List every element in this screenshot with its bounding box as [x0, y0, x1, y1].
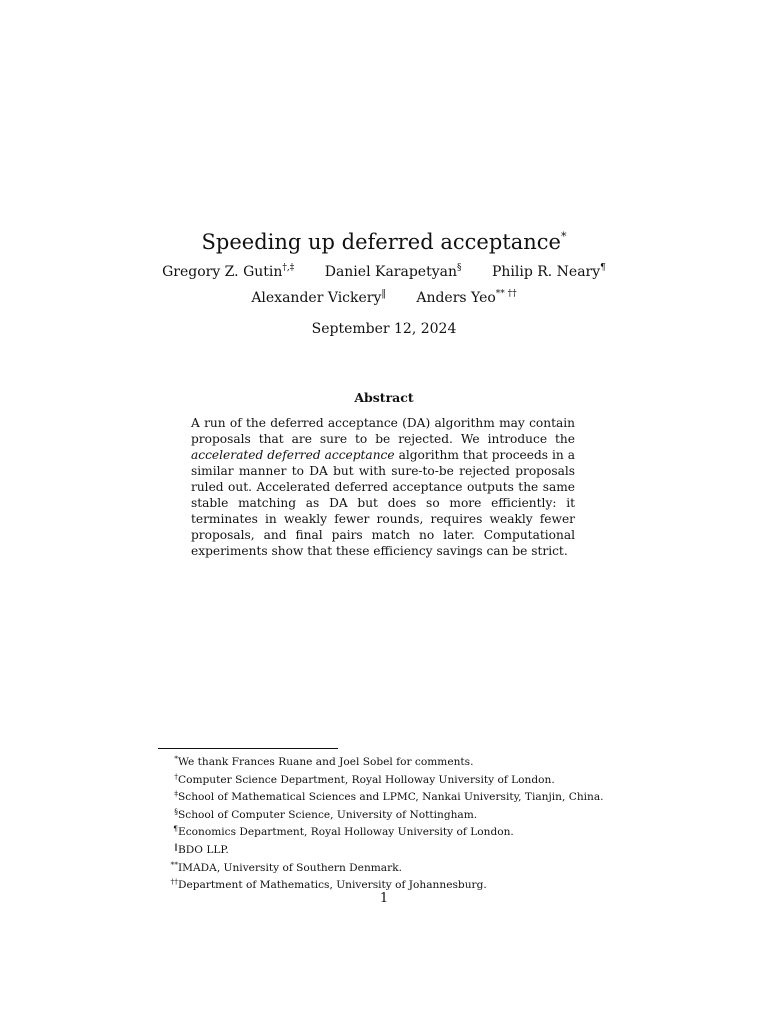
paper-date: September 12, 2024 [311, 321, 457, 337]
footnote-text: Economics Department, Royal Holloway University of London. [178, 826, 514, 839]
footnote-mark: † [174, 771, 178, 781]
footnote-mark: § [174, 806, 178, 816]
author [492, 263, 606, 280]
abstract-body [191, 415, 575, 559]
authors-row-1 [0, 263, 768, 280]
author [416, 289, 516, 306]
footnote [150, 787, 630, 805]
abstract-heading: Abstract [354, 390, 414, 405]
author-name: Anders Yeo [416, 290, 496, 306]
footnote-mark: †† [170, 877, 178, 887]
author-name: Gregory Z. Gutin [162, 264, 283, 280]
abstract-text-part-2: algorithm that proceeds in a similar manner to DA but with sure-to-be rejected proposals ruled out. Accelerated deferred acceptance outputs the same stable matching as DA but does so more efficiently: it terminates in weakly fewer rounds, requires weakly fewer proposals, and final pairs match no later. Computational experiments show that these efficiency savings can be strict. [191, 448, 575, 558]
footnotes [150, 752, 630, 893]
author [251, 289, 386, 306]
title-footnote-mark: * [560, 230, 567, 244]
footnote [150, 840, 630, 858]
footnote-mark: ¶ [173, 824, 178, 834]
footnote [150, 770, 630, 788]
authors-row-2 [0, 289, 768, 306]
abstract-text-part-1: A run of the deferred acceptance (DA) algorithm may contain proposals that are sure to be rejected. We introduce the [191, 416, 575, 446]
footnote-mark: * [174, 754, 178, 763]
author-name: Philip R. Neary [491, 264, 601, 280]
footnote-mark: ** [170, 859, 178, 869]
footnote-text: School of Computer Science, University of Nottingham. [178, 808, 478, 821]
abstract-emphasis: accelerated deferred acceptance [191, 448, 395, 462]
footnote-mark: ‡ [174, 789, 178, 799]
author-affiliation-mark: †,‡ [282, 263, 295, 273]
footnote-text: Department of Mathematics, University of Johannesburg. [178, 879, 487, 892]
author-name: Daniel Karapetyan [324, 264, 457, 280]
author-affiliation-mark: ** †† [495, 289, 517, 299]
footnote [150, 858, 630, 876]
page-number: 1 [379, 891, 389, 906]
paper-title [0, 230, 768, 254]
title-text: Speeding up deferred acceptance [201, 230, 561, 255]
footnote-text: IMADA, University of Southern Denmark. [178, 861, 402, 874]
footnote-text: Computer Science Department, Royal Holloway University of London. [178, 773, 555, 786]
author-affiliation-mark: ‖ [381, 289, 386, 299]
footnote-text: BDO LLP. [178, 843, 229, 856]
footnote [150, 752, 630, 770]
author [162, 263, 294, 280]
author-affiliation-mark: ¶ [600, 263, 606, 273]
footnote [150, 822, 630, 840]
author-affiliation-mark: § [457, 263, 462, 273]
author [325, 263, 462, 280]
footnote-text: School of Mathematical Sciences and LPMC, Nankai University, Tianjin, China. [178, 791, 604, 804]
footnote-mark: ‖ [174, 841, 178, 851]
footnote-divider [158, 748, 338, 749]
footnote [150, 805, 630, 823]
author-name: Alexander Vickery [251, 290, 382, 306]
footnote-text: We thank Frances Ruane and Joel Sobel for comments. [178, 756, 474, 768]
